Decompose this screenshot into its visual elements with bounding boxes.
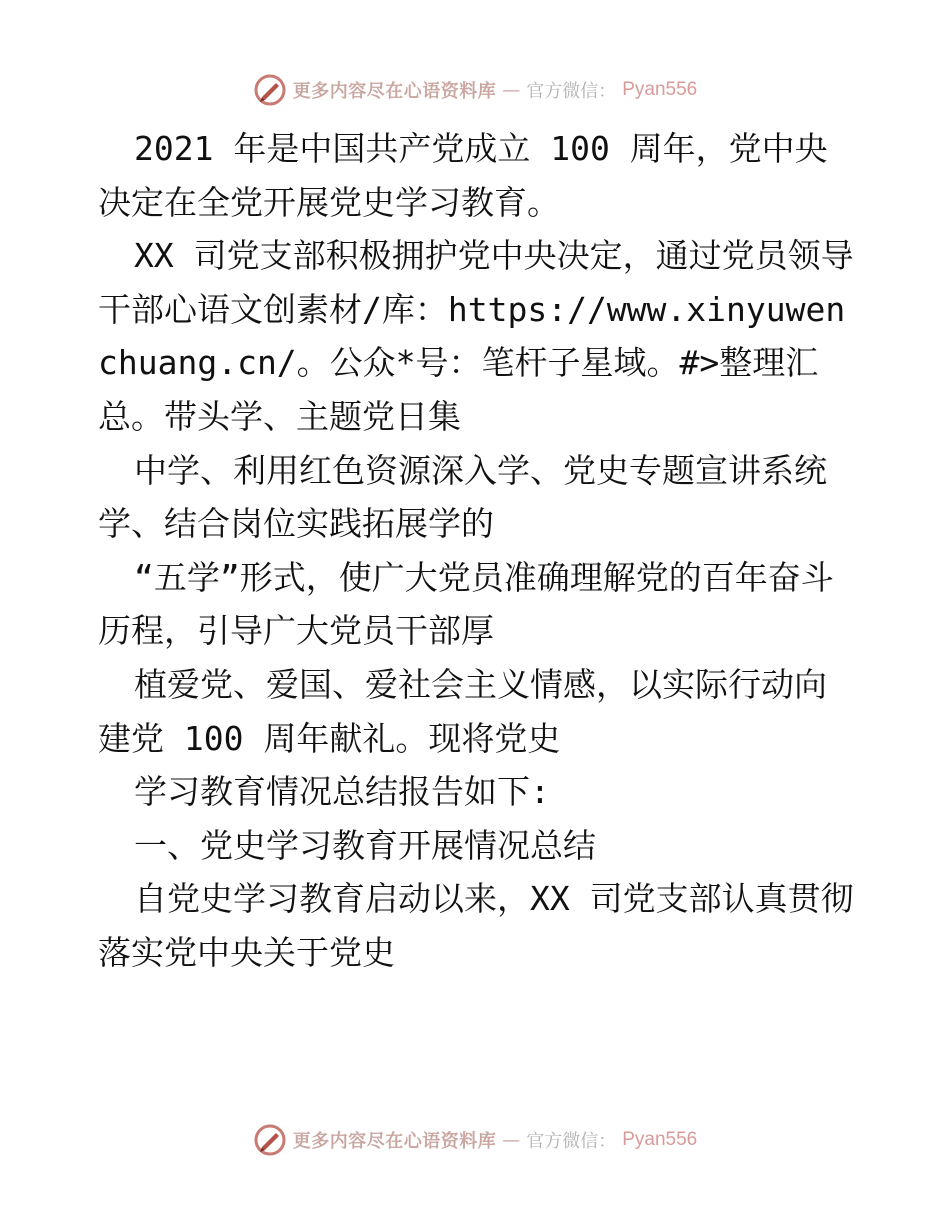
watermark-wechat-label: 官方微信： <box>526 1131 617 1152</box>
watermark-main-text: 更多内容尽在心语资料库 <box>292 81 497 102</box>
watermark-wechat-label: 官方微信： <box>526 81 617 102</box>
paragraph: 2021 年是中国共产党成立 100 周年，党中央决定在全党开展党史学习教育。 <box>98 129 828 222</box>
paragraph: “五学”形式，使广大党员准确理解党的百年奋斗历程，引导广大党员干部厚 <box>98 557 834 651</box>
paragraph: 学习教育情况总结报告如下: <box>134 772 550 812</box>
watermark-dash: — <box>502 1129 521 1151</box>
footer-watermark <box>0 1120 950 1160</box>
paragraph: XX 司党支部积极拥护党中央决定，通过党员领导干部心语文创素材/库：https://www.xinyuwenchuang.cn/。公众*号：笔杆子星域。#>整理汇总。带头学、主题党日集 <box>98 236 854 436</box>
watermark-dash: — <box>502 79 521 101</box>
section-heading: 一、党史学习教育开展情况总结 <box>134 825 596 865</box>
pen-logo-icon <box>253 73 287 107</box>
watermark-main-text: 更多内容尽在心语资料库 <box>292 1131 497 1152</box>
watermark-wechat-id: Pyan556 <box>622 1129 698 1150</box>
pen-logo-icon <box>253 1123 287 1157</box>
paragraph: 自党史学习教育启动以来，XX 司党支部认真贯彻落实党中央关于党史 <box>98 879 854 972</box>
paragraph: 中学、利用红色资源深入学、党史专题宣讲系统学、结合岗位实践拓展学的 <box>98 450 827 544</box>
watermark-wechat-id: Pyan556 <box>622 79 698 100</box>
document-body <box>98 122 858 980</box>
header-watermark <box>0 70 950 110</box>
paragraph: 植爱党、爱国、爱社会主义情感，以实际行动向建党 100 周年献礼。现将党史 <box>98 664 827 758</box>
